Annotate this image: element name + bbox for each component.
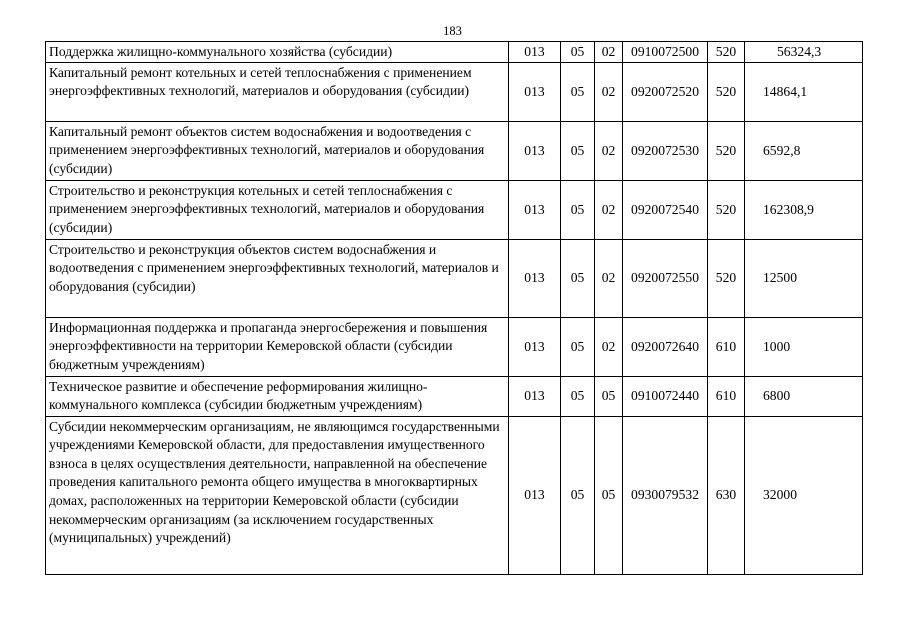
section-code: 05 (561, 180, 595, 239)
expense-type-code: 520 (708, 42, 745, 63)
budget-table (45, 41, 863, 575)
row-description: Капитальный ремонт котельных и сетей теплоснабжения с применением энергоэффективных технологий, материалов и оборудования (субсидии) (46, 62, 509, 121)
expense-type-code: 630 (708, 416, 745, 574)
amount: 12500 (745, 239, 863, 317)
section-code: 05 (561, 239, 595, 317)
table-row (46, 239, 863, 317)
amount: 162308,9 (745, 180, 863, 239)
ministry-code: 013 (509, 62, 561, 121)
table-row (46, 121, 863, 180)
section-code: 05 (561, 121, 595, 180)
amount: 56324,3 (745, 42, 863, 63)
page-number: 183 (443, 24, 462, 38)
amount: 14864,1 (745, 62, 863, 121)
expense-type-code: 520 (708, 121, 745, 180)
row-description: Строительство и реконструкция объектов систем водоснабжения и водоотведения с применением энергоэффективных технологий, материалов и оборудования (субсидии) (46, 239, 509, 317)
ministry-code: 013 (509, 239, 561, 317)
row-description: Информационная поддержка и пропаганда энергосбережения и повышения энергоэффективности на территории Кемеровской области (субсидии бюджетным учреждениям) (46, 317, 509, 376)
ministry-code: 013 (509, 42, 561, 63)
target-article-code: 0920072550 (623, 239, 708, 317)
subsection-code: 02 (595, 317, 623, 376)
amount: 1000 (745, 317, 863, 376)
target-article-code: 0930079532 (623, 416, 708, 574)
target-article-code: 0920072520 (623, 62, 708, 121)
row-description: Капитальный ремонт объектов систем водоснабжения и водоотведения с применением энергоэффективных технологий, материалов и оборудования (субсидии) (46, 121, 509, 180)
table-row (46, 376, 863, 416)
target-article-code: 0920072530 (623, 121, 708, 180)
table-row (46, 180, 863, 239)
ministry-code: 013 (509, 376, 561, 416)
ministry-code: 013 (509, 317, 561, 376)
target-article-code: 0920072540 (623, 180, 708, 239)
amount: 6592,8 (745, 121, 863, 180)
amount: 6800 (745, 376, 863, 416)
subsection-code: 02 (595, 42, 623, 63)
section-code: 05 (561, 317, 595, 376)
table-row (46, 416, 863, 574)
table-row (46, 62, 863, 121)
expense-type-code: 520 (708, 180, 745, 239)
row-description: Субсидии некоммерческим организациям, не являющимся государственными учреждениями Кемеровской области, для предоставления имущественного взноса в целях осуществления деятельности, направленной на обеспечение проведения капитального ремонта общего имущества в многоквартирных домах, расположенных на территории Кемеровской области (субсидии некоммерческим организациям (за исключением государственных (муниципальных) учреждений) (46, 416, 509, 574)
subsection-code: 02 (595, 62, 623, 121)
section-code: 05 (561, 376, 595, 416)
target-article-code: 0910072500 (623, 42, 708, 63)
table-row (46, 42, 863, 63)
subsection-code: 05 (595, 376, 623, 416)
target-article-code: 0910072440 (623, 376, 708, 416)
amount: 32000 (745, 416, 863, 574)
table-row (46, 317, 863, 376)
expense-type-code: 520 (708, 62, 745, 121)
expense-type-code: 610 (708, 317, 745, 376)
ministry-code: 013 (509, 180, 561, 239)
ministry-code: 013 (509, 416, 561, 574)
row-description: Техническое развитие и обеспечение реформирования жилищно-коммунального комплекса (субсидии бюджетным учреждениям) (46, 376, 509, 416)
row-description: Поддержка жилищно-коммунального хозяйства (субсидии) (46, 42, 509, 63)
expense-type-code: 520 (708, 239, 745, 317)
target-article-code: 0920072640 (623, 317, 708, 376)
subsection-code: 02 (595, 180, 623, 239)
section-code: 05 (561, 42, 595, 63)
section-code: 05 (561, 416, 595, 574)
row-description: Строительство и реконструкция котельных и сетей теплоснабжения с применением энергоэффективных технологий, материалов и оборудования (субсидии) (46, 180, 509, 239)
subsection-code: 05 (595, 416, 623, 574)
ministry-code: 013 (509, 121, 561, 180)
subsection-code: 02 (595, 239, 623, 317)
expense-type-code: 610 (708, 376, 745, 416)
subsection-code: 02 (595, 121, 623, 180)
section-code: 05 (561, 62, 595, 121)
